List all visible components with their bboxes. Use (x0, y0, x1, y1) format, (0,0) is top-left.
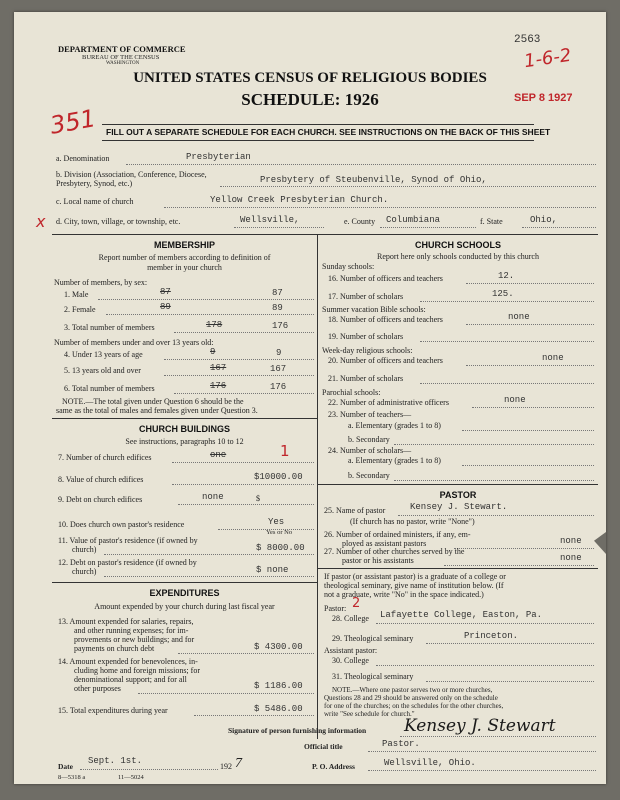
division-value: Presbytery of Steubenville, Synod of Ohio, (260, 175, 487, 185)
q13-label-4: payments on church debt (74, 644, 155, 653)
schools-title: CHURCH SCHOOLS (414, 240, 501, 250)
q6-total-label: 6. Total number of members (64, 384, 155, 393)
q13-label-3: provements or new buildings; and for (74, 635, 195, 644)
pastor-footnote-1: NOTE.—Where one pastor serves two or more churches, (332, 686, 493, 694)
hand-number: 351 (47, 104, 98, 140)
q7-edifices-value: one (210, 450, 227, 460)
q25-value: Kensey J. Stewart. (410, 502, 508, 512)
q24-secondary-label: b. Secondary (348, 471, 390, 480)
print-code: 11—5024 (118, 774, 144, 781)
buildings-title: CHURCH BUILDINGS (139, 424, 230, 434)
bureau-label: BUREAU OF THE CENSUS (82, 54, 160, 61)
q20-label: 20. Number of officers and teachers (328, 356, 443, 365)
state-label: f. State (480, 217, 503, 226)
q7-hand-mark: 1 (280, 442, 290, 460)
graduate-note-1: If pastor (or assistant pastor) is a graduate of a college or (324, 572, 506, 581)
q29-label: 29. Theological seminary (332, 634, 414, 643)
q17-label: 17. Number of scholars (328, 292, 404, 301)
received-stamp: SEP 8 1927 (514, 92, 573, 104)
state-value: Ohio, (530, 215, 558, 225)
q10-residence-value: Yes (268, 517, 285, 527)
pastor-footnote-4: write "See schedule for church." (324, 710, 415, 718)
q6-total-value: 176 (270, 382, 287, 392)
assistant-pastor-subheading: Assistant pastor: (324, 646, 378, 655)
q1-male-value: 87 (272, 288, 283, 298)
membership-note-1: Report number of members according to definition of (98, 253, 271, 262)
q27-label-2: pastor or his assistants (342, 556, 414, 565)
q1-male-old: 87 (160, 287, 171, 297)
membership-note-2: member in your church (147, 263, 222, 272)
q23-elementary-label: a. Elementary (grades 1 to 8) (348, 421, 441, 430)
q14-label-3: denominational support; and for all (74, 675, 187, 684)
q29-value: Princeton. (464, 631, 519, 641)
county-label: e. County (344, 217, 376, 226)
header-rule-top (102, 124, 534, 125)
box-top-rule (52, 234, 598, 235)
q2-female-value: 89 (272, 303, 283, 313)
q14-label-1: 14. Amount expended for benevolences, in- (58, 657, 198, 666)
q26-label-1: 26. Number of ordained ministers, if any, em- (324, 530, 471, 539)
q9-debt-label: 9. Debt on church edifices (58, 495, 143, 504)
header-rule-bottom (102, 140, 534, 141)
pastor-hand-mark: 2 (352, 596, 361, 611)
q15-label: 15. Total expenditures during year (58, 706, 168, 715)
signature-value: Kensey J. Stewart (404, 716, 556, 736)
q9-debt-value: none (202, 492, 224, 502)
year-digit: 7 (235, 756, 242, 771)
city-town-label: d. City, town, village, or township, etc. (56, 217, 181, 226)
pastor-footnote-2: Questions 28 and 29 should be answered only on the schedule (324, 694, 498, 702)
census-form (14, 12, 606, 784)
official-title-label: Official title (304, 742, 343, 751)
q5-over13-old: 167 (210, 363, 227, 373)
q18-value: none (508, 312, 530, 322)
q11-label-2: church) (72, 545, 97, 554)
q5-over13-value: 167 (270, 364, 287, 374)
q16-value: 12. (498, 271, 515, 281)
q27-label-1: 27. Number of other churches served by the (324, 547, 465, 556)
county-value: Columbiana (386, 215, 441, 225)
q11-value: $ 8000.00 (256, 543, 305, 553)
by-age-label: Number of members under and over 13 years old: (54, 338, 214, 347)
graduate-note-2: theological seminary, give name of institution below. (If (324, 581, 504, 590)
q8-value-label: 8. Value of church edifices (58, 475, 144, 484)
city-label: WASHINGTON (106, 61, 140, 66)
q20-value: none (542, 353, 564, 363)
membership-title: MEMBERSHIP (153, 240, 215, 250)
q7-edifices-label: 7. Number of church edifices (58, 453, 152, 462)
q3-total-value: 176 (272, 321, 289, 331)
q30-label: 30. College (332, 656, 369, 665)
sunday-schools-label: Sunday schools: (322, 262, 375, 271)
vacation-schools-label: Summer vacation Bible schools: (322, 305, 426, 314)
q17-value: 125. (492, 289, 514, 299)
dept-label: DEPARTMENT OF COMMERCE (58, 44, 186, 54)
official-title-value: Pastor. (382, 739, 420, 749)
q25-label: 25. Name of pastor (324, 506, 386, 515)
q13-value: $ 4300.00 (254, 642, 303, 652)
q8-value: $10000.00 (254, 472, 303, 482)
q23-label: 23. Number of teachers— (328, 410, 412, 419)
q4-under13-value: 9 (276, 348, 282, 358)
buildings-subtitle: See instructions, paragraphs 10 to 12 (125, 437, 244, 446)
q26-label-2: ployed as assistant pastors (342, 539, 427, 548)
q10-yes-no-hint: Yes or No (266, 529, 293, 536)
form-title: UNITED STATES CENSUS OF RELIGIOUS BODIES (133, 70, 487, 86)
q4-under13-label: 4. Under 13 years of age (64, 350, 143, 359)
q26-value: none (560, 536, 582, 546)
q27-value: none (560, 553, 582, 563)
po-address-value: Wellsville, Ohio. (384, 758, 476, 768)
date-value: Sept. 1st. (88, 756, 143, 766)
torn-edge (594, 532, 606, 554)
hand-code: 1-6-2 (522, 44, 573, 73)
graduate-note-3: not a graduate, write "No" in the space indicated.) (324, 590, 484, 599)
q24-label: 24. Number of scholars— (328, 446, 412, 455)
parochial-schools-label: Parochial schools: (322, 388, 381, 397)
q13-label-2: and other running expenses; for im- (74, 626, 189, 635)
pastor-footnote-3: for one of the churches; on the schedules for the other churches, (324, 702, 504, 710)
q28-value: Lafayette College, Easton, Pa. (380, 610, 543, 620)
q2-female-label: 2. Female (64, 305, 96, 314)
church-name-value: Yellow Creek Presbyterian Church. (210, 195, 389, 205)
instruction-line: FILL OUT A SEPARATE SCHEDULE FOR EACH CHURCH. SEE INSTRUCTIONS ON THE BACK OF THIS SHEET (106, 127, 551, 137)
signature-label: Signature of person furnishing information (228, 726, 367, 735)
q14-label-4: other purposes (74, 684, 121, 693)
membership-footnote-1: NOTE.—The total given under Question 6 should be the (62, 397, 244, 406)
pastor-subheading: Pastor: (324, 604, 347, 613)
pastor-title: PASTOR (439, 490, 477, 500)
q13-label-1: 13. Amount expended for salaries, repairs, (58, 617, 194, 626)
by-sex-label: Number of members, by sex: (54, 278, 148, 287)
check-mark-x: x (36, 212, 46, 231)
q1-male-label: 1. Male (64, 290, 89, 299)
date-label: Date (58, 762, 73, 771)
q22-value: none (504, 395, 526, 405)
q31-label: 31. Theological seminary (332, 672, 414, 681)
expenditures-title: EXPENDITURES (149, 588, 220, 598)
q5-over13-label: 5. 13 years old and over (64, 366, 141, 375)
year-prefix: 192 (220, 762, 232, 771)
q2-female-old: 89 (160, 302, 171, 312)
q12-label-1: 12. Debt on pastor's residence (if owned by (58, 558, 197, 567)
weekday-schools-label: Week-day religious schools: (322, 346, 413, 355)
q3-total-old: 178 (206, 320, 223, 330)
q11-label-1: 11. Value of pastor's residence (if owned by (58, 536, 198, 545)
q18-label: 18. Number of officers and teachers (328, 315, 443, 324)
box-center-divider (317, 234, 318, 739)
q24-elementary-label: a. Elementary (grades 1 to 8) (348, 456, 441, 465)
q25-note: (If church has no pastor, write "None") (350, 517, 475, 526)
expenditures-subtitle: Amount expended by your church during last fiscal year (94, 602, 275, 611)
denomination-label: a. Denomination (56, 154, 110, 163)
q3-total-label: 3. Total number of members (64, 323, 155, 332)
city-value: Wellsville, (240, 215, 300, 225)
q9-dollar: $ (256, 494, 260, 503)
q6-total-old: 176 (210, 381, 227, 391)
q14-label-2: cluding home and foreign missions; for (74, 666, 200, 675)
form-number: 2563 (514, 34, 541, 46)
q10-residence-label: 10. Does church own pastor's residence (58, 520, 185, 529)
q15-value: $ 5486.00 (254, 704, 303, 714)
q19-label: 19. Number of scholars (328, 332, 404, 341)
q12-label-2: church) (72, 567, 97, 576)
q23-secondary-label: b. Secondary (348, 435, 390, 444)
q14-value: $ 1186.00 (254, 681, 303, 691)
membership-footnote-2: same as the total of males and females given under Question 3. (56, 406, 258, 415)
q16-label: 16. Number of officers and teachers (328, 274, 443, 283)
church-name-label: c. Local name of church (56, 197, 134, 206)
q28-label: 28. College (332, 614, 369, 623)
q4-under13-old: 9 (210, 347, 216, 357)
q12-value: $ none (256, 565, 289, 575)
denomination-value: Presbyterian (186, 152, 251, 162)
q21-label: 21. Number of scholars (328, 374, 404, 383)
po-address-label: P. O. Address (312, 762, 355, 771)
q22-label: 22. Number of administrative officers (328, 398, 449, 407)
form-code: 8—5318 a (58, 774, 86, 781)
schools-subtitle: Report here only schools conducted by this church (377, 252, 539, 261)
division-label: b. Division (Association, Conference, Diocese, Presbytery, Synod, etc.) (56, 170, 207, 188)
schedule-title: SCHEDULE: 1926 (241, 90, 379, 109)
